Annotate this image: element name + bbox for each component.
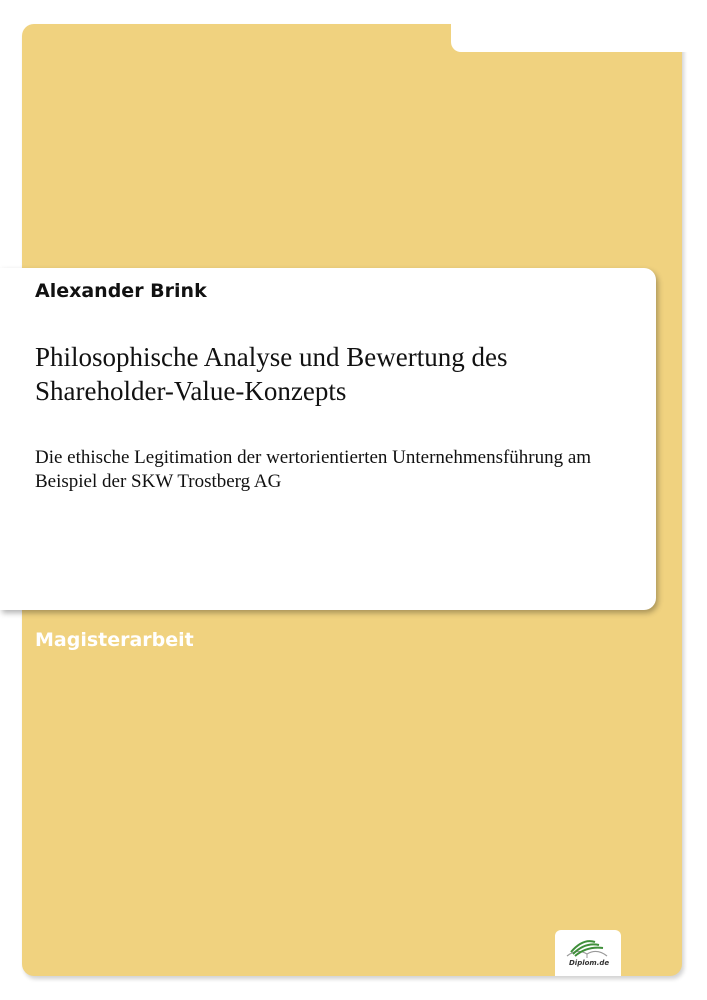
publisher-logo (555, 930, 621, 976)
open-book-icon (561, 934, 613, 960)
book-title: Philosophische Analyse und Bewertung des Shareholder-Value-Konzepts (35, 342, 508, 406)
author-name: Alexander Brink (35, 280, 207, 302)
cover-tab-notch (451, 20, 691, 52)
book-subtitle: Die ethische Legitimation der wertorientierten Unternehmensführung am Beispiel der SKW Trostberg AG (35, 447, 592, 492)
document-type: Magisterarbeit (35, 629, 194, 651)
title-card (0, 268, 656, 610)
publisher-name: Diplom.de (569, 959, 610, 967)
